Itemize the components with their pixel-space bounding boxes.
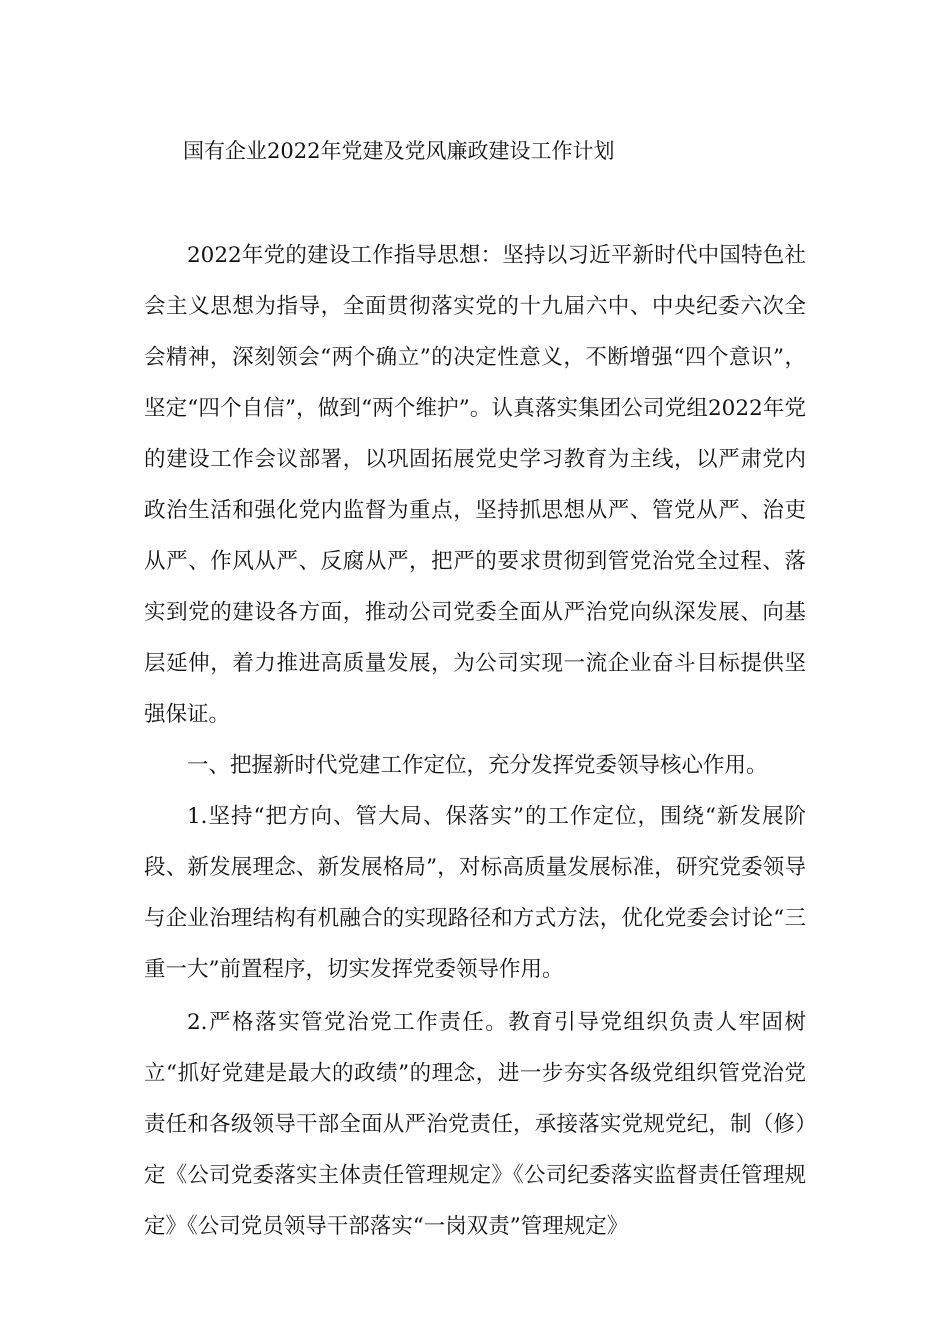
paragraph-item-1: 1.坚持“把方向、管大局、保落实”的工作定位，围绕“新发展阶段、新发展理念、新发展格局”，对标高质量发展标准，研究党委领导与企业治理结构有机融合的实现路径和方式方法，优化党委会讨论“三重一大”前置程序，切实发挥党委领导作用。 <box>144 804 806 982</box>
document-body <box>144 230 806 1252</box>
paragraph-guiding-thought: 2022年党的建设工作指导思想：坚持以习近平新时代中国特色社会主义思想为指导，全面贯彻落实党的十九届六中、中央纪委六次全会精神，深刻领会“两个确立”的决定性意义，不断增强“四个意识”，坚定“四个自信”，做到“两个维护”。认真落实集团公司党组2022年党的建设工作会议部署，以巩固拓展党史学习教育为主线，以严肃党内政治生活和强化党内监督为重点，坚持抓思想从严、管党从严、治吏从严、作风从严、反腐从严，把严的要求贯彻到管党治党全过程、落实到党的建设各方面，推动公司党委全面从严治党向纵深发展、向基层延伸，着力推进高质量发展，为公司实现一流企业奋斗目标提供坚强保证。 <box>144 243 806 727</box>
paragraph-section-one-heading: 一、把握新时代党建工作定位，充分发挥党委领导核心作用。 <box>187 753 768 778</box>
paragraph-item-2: 2.严格落实管党治党工作责任。教育引导党组织负责人牢固树立“抓好党建是最大的政绩”的理念，进一步夯实各级党组织管党治党责任和各级领导干部全面从严治党责任，承接落实党规党纪，制（修）定《公司党委落实主体责任管理规定》《公司纪委落实监督责任管理规定》《公司党员领导干部落实“一岗双责”管理规定》 <box>144 1010 806 1239</box>
document-title: 国有企业2022年党建及党风廉政建设工作计划 <box>183 139 615 163</box>
